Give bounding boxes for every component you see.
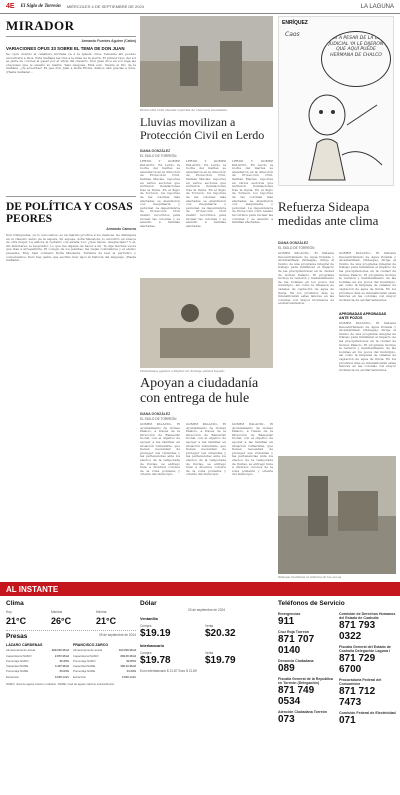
sideapa-caption: Sideapa mantiene el sistema de los pozos xyxy=(278,575,342,579)
presas-panel xyxy=(6,630,136,686)
apoyan-caption: Ciudadanos ayudan a limpiar un drenaje pluvial tapado. xyxy=(140,369,226,373)
presas-row-value: 4.437 Mm3 xyxy=(54,664,69,669)
mirador-column xyxy=(6,18,136,179)
telefonos-panel xyxy=(278,600,396,726)
dolar-compra-label: Compra xyxy=(140,624,152,628)
mirador-author: Armando Fuentes Aguirre (Catón) xyxy=(81,39,136,43)
mirador-body: Se oyen cuando el caballero invitaba va a la iglesia. Dios. Teníanle ahí pecado encontraré a Dios. Esta mañana las tres a la misa de la sierra. El primer rayo del sol se pinta de colores al pasar por el vitral del claustro. Don Juan dice en voz baja las oraciones que le enseñó su madre. Sale después. Está solo. Siente el frío de la mañana. ¿Te acuerdas? Es que don Juan a Doña Elvira. Ambos dan gracias a Dios. ¡Hasta mañana!... xyxy=(6,53,136,74)
section-name: LA LAGUNA xyxy=(360,3,394,10)
presas-row xyxy=(73,675,136,679)
presas-row xyxy=(6,675,69,679)
clima-panel xyxy=(6,600,136,626)
dolar-venta-value: $19.79 xyxy=(205,655,236,666)
phone-label: Comisión Federal de Electricidad xyxy=(339,711,396,715)
phone-label: Emergencias xyxy=(278,612,301,616)
dolar-compra-label: Compra xyxy=(140,651,152,655)
lluvias-bureau: EL SIGLO DE TORREÓN xyxy=(140,154,177,158)
dolar-date: 03 de septiembre de 2024 xyxy=(187,608,226,612)
presas-row xyxy=(73,664,136,668)
sideapa-body-col2b: GÓMEZ PALACIO.- El Sistema Descentralizado de Agua Potable y Alcantarillado (Sideapa), dirige el rumbo de una programa integral de trabajo para minimizar el impacto de las precipitaciones en la ciudad de Gómez Palacio. El programa incluye la revisión y mantenimiento de las bombas en los pozos del municipio, así como la limpieza de canales de captación de agua de lluvia. En los próximos días se intensificarán estas labores en las colonias con mayor incidencia de encharcamientos. xyxy=(339,322,396,372)
presas-left-head: LÁZARO CÁRDENAS xyxy=(6,643,43,647)
politica-body: Don Chinguetas, ya lo conocemos, es un marido proclive a los deslices. Se distinguía en el claustro santo de la espera. Su esposa, doña Macalota, lo encontró en brazos de otra mujer. La señora le reclamó con airada voz: ¿Qué haces, desgraciado? Y él, sin inmutarse, le respondió: Lo que me dejaste de hacer a mí. Te dije muchas veces que ibas a arrepentirte. El colegio de los jesuitas, las viejas costumbres y el eterno presente. Muy bien contestó Doña Macalota. Termina de leer el periódico y conversamos. Pero hay gente que escribe muy lejos la historia del lenguaje. ¡Hasta mañana!... xyxy=(6,234,136,263)
phone-label: Denuncia Ciudadana xyxy=(278,659,314,663)
phone-number: 871 707 0140 xyxy=(278,634,315,656)
apoyan-bureau: EL SIGLO DE TORREÓN xyxy=(140,417,177,421)
phone-number: 071 xyxy=(339,715,356,726)
presas-row-label: Almacenamiento actual xyxy=(6,648,36,653)
lluvias-photo-art xyxy=(140,16,273,107)
cartoon-drawing xyxy=(287,85,387,183)
phone-number: 089 xyxy=(278,663,295,674)
presas-row-value: 929.020 Mm3 xyxy=(51,648,69,653)
phone-number: 871 729 6700 xyxy=(339,653,376,675)
presas-row-label: Extracción xyxy=(73,674,87,679)
apoyan-body-col1: GÓMEZ PALACIO.- El Ayuntamiento de Gómez Palacio, a través de la Dirección de Bienestar Social, con el objetivo de apoyar a las familias en situación vulnerable, que tienen necesidad de proteger sus viviendas y las pertenencias ante los efectos de la temporada de lluvias, se entregó hule a diversos colonos de la zona poniente y oriente del municipio. xyxy=(140,423,180,477)
al-instante-bar: AL INSTANTE xyxy=(0,582,400,596)
presas-row xyxy=(73,669,136,673)
sideapa-body-col1: GÓMEZ PALACIO.- El Sistema Descentralizado de Agua Potable y Alcantarillado (Sideapa), dirige el rumbo de una programa integral de trabajo para minimizar el impacto de las precipitaciones en la ciudad de Gómez Palacio. El programa incluye la revisión y mantenimiento de las bombas en los pozos del municipio, así como la limpieza de canales de captación de agua de lluvia. En los próximos días se intensificarán estas labores en las colonias con mayor incidencia de encharcamientos. xyxy=(278,252,334,306)
presas-row-label: Capacidad NAME xyxy=(73,664,96,669)
presas-row xyxy=(73,654,136,658)
politica-heading: DE POLÍTICA Y COSAS PEORES xyxy=(6,201,133,225)
dolar-venta-label: Venta xyxy=(205,624,214,628)
sideapa-col2 xyxy=(339,252,396,456)
mirador-title: VARIACIONES OPUS 33 SOBRE EL TEMA DE DON JUAN xyxy=(6,46,125,51)
phone-number: 871 793 0322 xyxy=(339,620,376,642)
divider xyxy=(6,630,136,631)
presas-row-label: Capacidad al NAMO xyxy=(73,653,99,658)
clima-label: Clima xyxy=(6,600,24,607)
phone-item xyxy=(339,612,396,642)
lluvias-caption: Protección Civil atiende reportes de viviendas inundadas. xyxy=(140,108,228,112)
phone-item xyxy=(339,678,396,708)
cartoon xyxy=(278,16,394,186)
apoyan-photo xyxy=(140,278,273,368)
dolar-section-name: Ventanilla xyxy=(140,617,158,621)
presas-right xyxy=(73,643,136,679)
cartoon-bubble: Y SI A PESAR DE LA LEY JUDICIAL YA LE DIJERON QUE AQUÍ PUEDE HERMANA DE CHALCO xyxy=(321,31,391,87)
phone-number: 871 712 7473 xyxy=(339,686,376,708)
phone-number: 911 xyxy=(278,616,295,627)
phone-number: 073 xyxy=(278,714,295,725)
presas-row xyxy=(6,664,69,668)
phone-label: Fiscalía General de la República en Torreón (Delegación) xyxy=(278,677,333,685)
masthead xyxy=(0,0,400,14)
lluvias-body-col3: LERDO Y GÓMEZ PALACIO.- En Lerdo, la noche del martes se atendieron en la dirección de Protección Civil, Salinas Macías, reportes en varios sectores que sufrieron inundaciones tras la lluvia. En el Siglo de Torreón, los reportes de las colonias más afectadas se atendieron con maquinaria y personal. La dependencia de Protección Civil realizó recorridos para revisar las colonias y se atendió a familias afectadas. xyxy=(232,160,273,225)
presas-row-label: Porcentaje NAMO xyxy=(73,658,96,663)
lluvias-body-col2: LERDO Y GÓMEZ PALACIO.- En Lerdo, la noche del martes se atendieron en la dirección de Protección Civil, Salinas Macías, reportes en varios sectores que sufrieron inundaciones tras la lluvia. En el Siglo de Torreón, los reportes de las colonias más afectadas se atendieron con maquinaria y personal. La dependencia de Protección Civil realizó recorridos para revisar las colonias y se atendió a familias afectadas. xyxy=(186,160,226,228)
presas-row-label: Porcentaje NAME xyxy=(73,669,96,674)
page-number: 4E xyxy=(6,3,15,10)
apoyan-body-col3: GÓMEZ PALACIO.- El Ayuntamiento de Gómez Palacio, a través de la Dirección de Bienestar Social, con el objetivo de apoyar a las familias en situación vulnerable, que tienen necesidad de proteger sus viviendas y las pertenencias ante los efectos de la temporada de lluvias, se entregó hule a diversos colonos de la zona poniente y oriente del municipio. xyxy=(232,423,273,477)
presas-row-value: 44.33% xyxy=(126,669,136,674)
politica-column xyxy=(6,196,136,578)
cartoon-title: Caos xyxy=(285,31,300,38)
phone-label: Fiscalía General del Estado de Coahuila Delegación Laguna I xyxy=(339,645,391,653)
presas-footnote: NAMO: nivel de aguas máximo ordinario. NAME: nivel de aguas máximo extraordinario. xyxy=(6,681,115,686)
presas-row-value: 32.33% xyxy=(59,658,69,663)
dolar-section-name: Interbancario xyxy=(140,644,165,648)
sideapa-headline: Refuerza Sideapa medidas ante clima xyxy=(278,199,379,228)
sideapa-sidehead: APROBADAS APROBADAS ANTE POZOS xyxy=(339,312,387,320)
divider xyxy=(6,196,136,197)
clima-cols xyxy=(6,610,136,614)
presas-row-label: Capacidad NAME xyxy=(6,664,29,669)
presas-left xyxy=(6,643,69,679)
presas-row xyxy=(73,659,136,663)
presas-row-value: 20.94% xyxy=(59,669,69,674)
presas-row-label: Capacidad al NAMO xyxy=(6,653,32,658)
presas-row-label: Porcentaje NAMO xyxy=(6,658,29,663)
clima-values xyxy=(6,616,136,626)
mirador-heading: MIRADOR xyxy=(6,18,75,33)
dolar-venta-label: Venta xyxy=(205,651,214,655)
clima-col-min: Mínima xyxy=(96,610,107,614)
dolar-venta-value: $20.32 xyxy=(205,628,236,639)
clima-col-hoy: Hoy xyxy=(6,610,12,614)
dolar-section xyxy=(140,644,273,666)
presas-row-label: Almacenamiento actual xyxy=(73,648,103,653)
paper-name: El Siglo de Torreón xyxy=(20,4,61,9)
presas-row-label: Extracción xyxy=(6,674,20,679)
apoyan-photo-art xyxy=(140,278,273,368)
dolar-panel xyxy=(140,600,273,673)
presas-row xyxy=(73,648,136,652)
apoyan-body-col2: GÓMEZ PALACIO.- El Ayuntamiento de Gómez Palacio, a través de la Dirección de Bienestar Social, con el objetivo de apoyar a las familias en situación vulnerable, que tienen necesidad de proteger sus viviendas y las pertenencias ante los efectos de la temporada de lluvias, se entregó hule a diversos colonos de la zona poniente y oriente del municipio. xyxy=(186,423,226,477)
presas-row-value: 309.00 Mm3 xyxy=(120,653,136,658)
sideapa-photo xyxy=(278,456,396,574)
sideapa-bureau: EL SIGLO DE TORREÓN xyxy=(278,246,315,250)
presas-right-head: FRANCISCO ZARCO xyxy=(73,643,109,647)
presas-row-value: 0.000 m3/s xyxy=(54,674,69,679)
phone-label: Procuraduría Federal del Consumidor xyxy=(339,678,382,686)
presas-label: Presas xyxy=(6,633,28,640)
lluvias-photo xyxy=(140,16,273,107)
presas-row-value: 0.000 m3/s xyxy=(121,674,136,679)
presas-row-value: 62.85% xyxy=(126,658,136,663)
telefonos-label: Teléfonos de Servicio xyxy=(278,600,345,607)
clima-val-hoy: 21°C xyxy=(6,616,27,626)
cartoon-artist: ENRÍQUEZ xyxy=(282,20,308,26)
phone-item xyxy=(278,630,335,656)
dolar-note: Euro interbancario $ 21.87 Euro $ 21.89 xyxy=(140,669,197,673)
presas-row-label: Porcentaje NAME xyxy=(6,669,29,674)
phone-item xyxy=(278,677,335,707)
dolar-section xyxy=(140,617,273,639)
lluvias-body-col1: LERDO Y GÓMEZ PALACIO.- En Lerdo, la noche del martes se atendieron en la dirección de Protección Civil, Salinas Macías, reportes en varios sectores que sufrieron inundaciones tras la lluvia. En el Siglo de Torreón, los reportes de las colonias más afectadas se atendieron con maquinaria y personal. La dependencia de Protección Civil realizó recorridos para revisar las colonias y se atendió a familias afectadas. xyxy=(140,160,180,228)
dolar-compra-value: $19.78 xyxy=(140,655,171,666)
clima-col-max: Máxima xyxy=(51,610,63,614)
phone-label: Atención Ciudadana Torreón xyxy=(278,710,328,714)
page-date: MIÉRCOLES 4 DE SEPTIEMBRE DE 2024 xyxy=(66,4,144,9)
lluvias-byline: DIANA GONZÁLEZ xyxy=(140,149,171,153)
politica-author: Armando Camorra xyxy=(106,227,136,231)
phone-item xyxy=(278,659,335,674)
dolar-label: Dólar xyxy=(140,600,157,607)
presas-row xyxy=(6,669,69,673)
phone-item xyxy=(278,612,335,627)
presas-row-value: 438.10 Mm3 xyxy=(120,664,136,669)
apoyan-headline: Apoyan a ciudadanía con entrega de hule xyxy=(140,376,259,406)
phone-label: Comisión de Derechos Humanos del Estado de Coahuila xyxy=(339,612,396,620)
phone-number: 871 749 0534 xyxy=(278,685,315,707)
presas-date: 09 de septiembre de 2024 xyxy=(98,633,136,637)
apoyan-byline: DIANA GONZÁLEZ xyxy=(140,412,171,416)
presas-row-value: 194.200 Mm3 xyxy=(118,648,136,653)
phone-item xyxy=(339,645,396,675)
phone-item xyxy=(339,711,396,726)
presas-row xyxy=(6,659,69,663)
phone-label: Cruz Roja Torreón xyxy=(278,630,310,634)
clima-val-min: 21°C xyxy=(96,616,117,626)
presas-row xyxy=(6,648,69,652)
presas-row-value: 2.873 Mm3 xyxy=(54,653,69,658)
sideapa-byline: DIANA GONZÁLEZ xyxy=(278,241,309,245)
sideapa-photo-art xyxy=(278,456,396,574)
presas-row xyxy=(6,654,69,658)
divider xyxy=(6,36,136,37)
sideapa-body-col2a: GÓMEZ PALACIO.- El Sistema Descentralizado de Agua Potable y Alcantarillado (Sideapa), dirige el rumbo de una programa integral de trabajo para minimizar el impacto de las precipitaciones en la ciudad de Gómez Palacio. El programa incluye la revisión y mantenimiento de las bombas en los pozos del municipio, así como la limpieza de canales de captación de agua de lluvia. En los próximos días se intensificarán estas labores en las colonias con mayor incidencia de encharcamientos. xyxy=(339,252,396,302)
phone-item xyxy=(278,710,335,725)
clima-val-max: 26°C xyxy=(51,616,72,626)
lluvias-headline: Lluvias movilizan a Protección Civil en Lerdo xyxy=(140,115,265,142)
dolar-compra-value: $19.19 xyxy=(140,628,171,639)
